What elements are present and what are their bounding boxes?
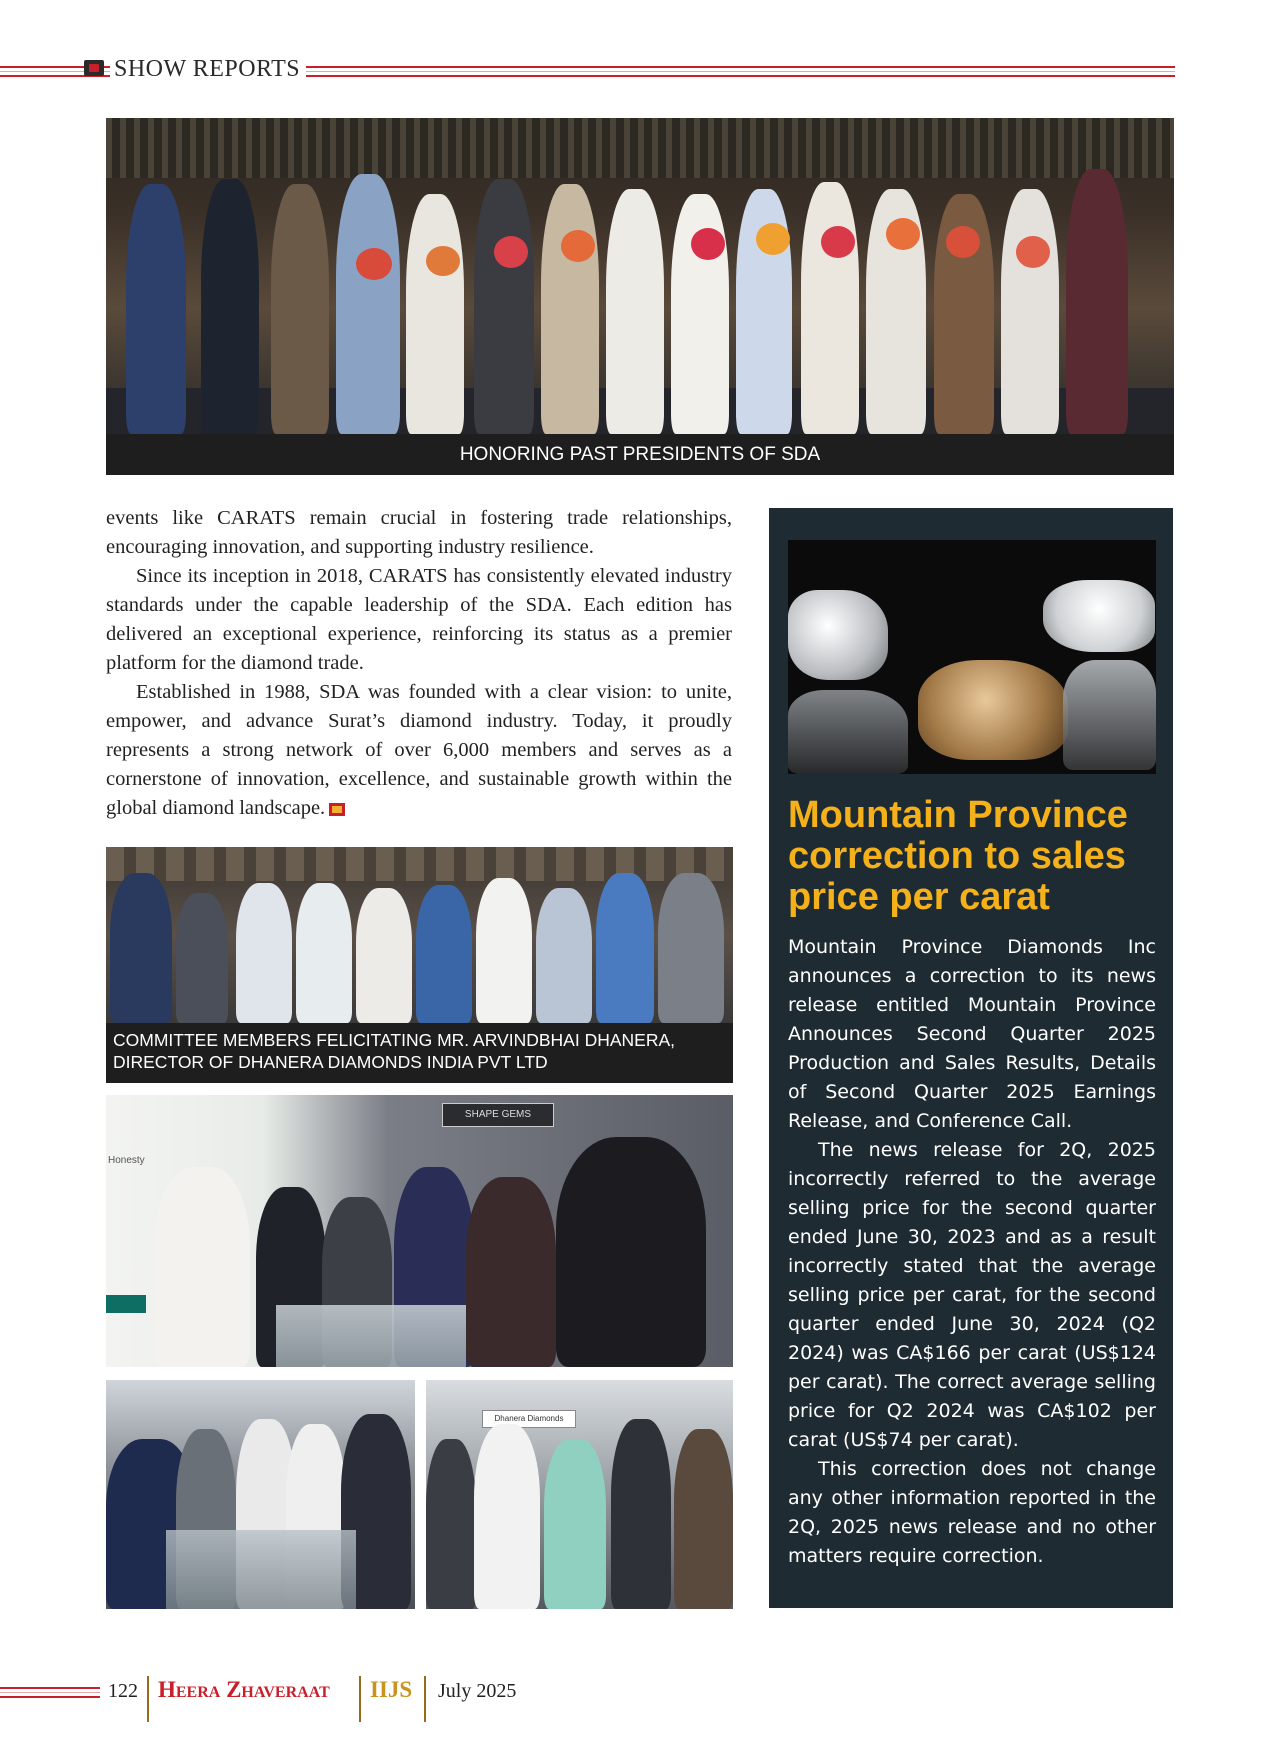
sidebar-body bbox=[788, 933, 1156, 1571]
photo-booth-visit bbox=[106, 1095, 733, 1367]
article-paragraph-1: events like CARATS remain crucial in fostering trade relationships, encouraging innovation, and supporting industry resilience. bbox=[106, 507, 732, 558]
top-photo-caption bbox=[106, 434, 1174, 475]
article-body bbox=[106, 504, 732, 823]
diamond-logo-icon bbox=[84, 60, 104, 76]
booth-sign-2-text: Dhanera Diamonds bbox=[494, 1414, 564, 1423]
photo-rough-diamonds bbox=[788, 540, 1156, 774]
edition-label: IIJS bbox=[370, 1677, 413, 1702]
middle-photo-caption bbox=[106, 1023, 733, 1083]
article-paragraph-2: Since its inception in 2018, CARATS has consistently elevated industry standards under the capable leadership of the SDA. Each edition has delivered an exceptional experience, reinforcing its status as a premier platform for the diamond trade. bbox=[106, 565, 732, 674]
magazine-name: Heera Zhaveraat bbox=[158, 1677, 330, 1702]
article-paragraph-3: Established in 1988, SDA was founded with a clear vision: to unite, empower, and advance Surat’s diamond industry. Today, it proudly represents a strong network of over 6,000 members and serves as a cornerstone of innovation, excellence, and sustainable growth within the global diamond landscape. bbox=[106, 681, 732, 819]
issue-date: July 2025 bbox=[438, 1680, 517, 1702]
photo-past-presidents bbox=[106, 118, 1174, 434]
page-number: 122 bbox=[108, 1680, 138, 1702]
photo-jewellery-inspection bbox=[106, 1380, 415, 1609]
section-title: SHOW REPORTS bbox=[110, 56, 306, 83]
sidebar-paragraph-1: Mountain Province Diamonds Inc announces a correction to its news release entitled Mountain Province Announces Second Quarter 2025 Production and Sales Results, Details of Second Quarter 2025 Earnings Release, and Conference Call. bbox=[788, 936, 1156, 1132]
photo-felicitation bbox=[106, 847, 733, 1023]
top-caption-text: HONORING PAST PRESIDENTS OF SDA bbox=[459, 444, 821, 465]
middle-caption-text: COMMITTEE MEMBERS FELICITATING MR. ARVINDBHAI DHANERA, DIRECTOR OF DHANERA DIAMONDS INDIA PVT LTD bbox=[113, 1030, 675, 1072]
booth-sign-shape-gems bbox=[442, 1103, 554, 1127]
booth-sign-1-text: SHAPE GEMS bbox=[464, 1109, 532, 1120]
hz-end-mark-icon bbox=[329, 803, 345, 816]
sidebar-paragraph-2: The news release for 2Q, 2025 incorrectly referred to the average selling price for the second quarter ended June 30, 2023 and as a result incorrectly stated that the average selling price per carat, for the second quarter ended June 30, 2024 (Q2 2024) was CA$166 per carat (US$124 per carat). The correct average selling price for Q2 2024 was CA$102 per carat (US$74 per carat). bbox=[788, 1139, 1156, 1451]
photo-dhanera-booth bbox=[426, 1380, 733, 1609]
sidebar-paragraph-3: This correction does not change any other information reported in the 2Q, 2025 news release and no other matters require correction. bbox=[788, 1458, 1156, 1567]
sidebar-title: Mountain Province correction to sales price per carat bbox=[788, 794, 1128, 918]
booth-wall-text: Honesty bbox=[108, 1155, 145, 1166]
